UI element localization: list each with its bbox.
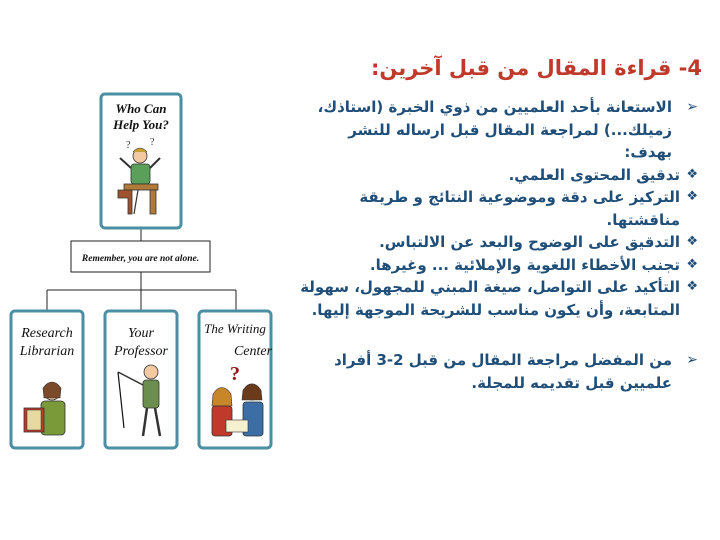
top-caption-line: Who Can xyxy=(115,101,167,116)
arrow-bullet-icon: ➢ xyxy=(686,99,698,115)
sub-item-text: تدقيق المحتوى العلمي. xyxy=(508,165,680,184)
bullet-text: من المفضل مراجعة المقال من قبل 2-3 أفراد علميين قبل تقديمه للمجلة. xyxy=(334,351,672,392)
box-label-line: Center xyxy=(233,344,273,359)
sub-item-text: تجنب الأخطاء اللغوية والإملائية ... وغيرها. xyxy=(369,255,680,274)
box-label-line: Librarian xyxy=(19,344,75,359)
diamond-bullet-icon: ❖ xyxy=(686,166,698,182)
box-label-line: The Writing xyxy=(204,321,266,336)
your-professor-box xyxy=(105,311,177,448)
diamond-bullet-icon: ❖ xyxy=(686,189,698,204)
box-label-line: Your xyxy=(128,326,154,341)
who-can-help-box xyxy=(101,94,181,228)
box-label-line: Research xyxy=(21,326,73,341)
sub-item-text: التأكيد على التواصل، صيغة المبني للمجهول، سهولة المتابعة، وأن يكون مناسب للشريحة الموجهة إليها. xyxy=(300,278,680,319)
box-label-line: Professor xyxy=(114,344,168,359)
svg-text:?: ? xyxy=(126,140,131,151)
slide-title: 4- قراءة المقال من قبل آخرين: xyxy=(371,56,702,80)
svg-text:?: ? xyxy=(230,363,240,385)
reminder-text: Remember, you are not alone. xyxy=(81,254,200,264)
writing-center-box xyxy=(199,311,273,448)
top-caption-line: Help You? xyxy=(113,117,169,132)
arrow-bullet-icon: ➢ xyxy=(686,352,698,368)
diamond-bullet-icon: ❖ xyxy=(686,234,698,249)
sub-item-text: التركيز على دقة وموضوعية النتائج و طريقة مناقشتها. xyxy=(359,188,680,229)
bullet-text: الاستعانة بأحد العلميين من ذوي الخبرة (استاذك، زميلك...) لمراجعة المقال قبل ارساله للنشر بهدف: xyxy=(317,98,672,161)
sub-item-text: التدقيق على الوضوح والبعد عن الالتباس. xyxy=(379,233,680,251)
research-librarian-box xyxy=(11,311,83,448)
diamond-bullet-icon: ❖ xyxy=(686,256,698,272)
svg-text:?: ? xyxy=(150,137,155,148)
diamond-bullet-icon: ❖ xyxy=(686,279,698,294)
reminder-box xyxy=(71,241,210,272)
